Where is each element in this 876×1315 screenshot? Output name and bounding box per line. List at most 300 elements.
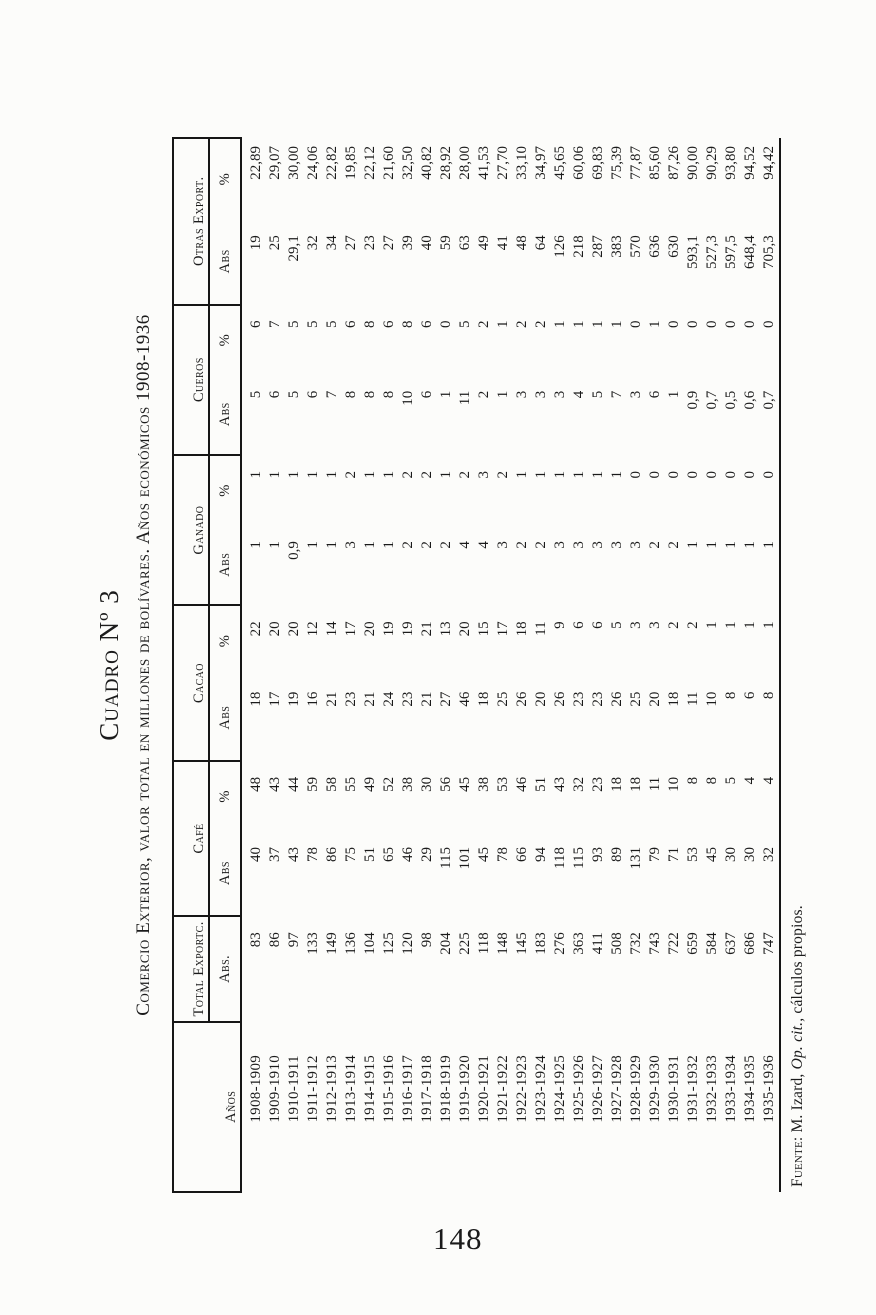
value-cell: 22,12 [362,146,378,180]
value-cell: 20 [362,621,378,637]
value-cell: 218 [571,235,587,258]
value-cell: 18 [628,776,644,792]
value-cell: 16 [305,691,321,707]
subcolumn-header-3-1: % [209,605,241,675]
value-cell: 30 [742,847,758,863]
value-cell: 90,29 [704,146,720,180]
value-cell: 52 [381,776,397,792]
value-cell: 64 [533,235,549,251]
value-cell: 75,39 [609,146,625,180]
page-number: 148 [433,1221,483,1256]
value-cell: 659 [685,932,701,955]
table-row [380,138,399,1192]
value-cell: 9 [552,621,568,629]
value-cell: 1 [742,541,758,549]
subcolumn-header-5-0: Abs [209,375,241,455]
value-cell: 2 [419,541,435,549]
value-cell: 8 [400,320,416,329]
value-cell: 10 [400,390,416,406]
value-cell: 45 [457,776,473,792]
table-row [551,138,570,1192]
table-row [361,138,380,1192]
value-cell: 3 [495,541,511,549]
value-cell: 3 [628,541,644,549]
column-header-0: Años [173,1022,241,1192]
value-cell: 0 [742,320,758,329]
subcolumn-header-6-0: Abs [209,219,241,304]
value-cell: 1 [723,541,739,549]
column-header-3: Cacao [173,605,209,760]
value-cell: 411 [590,932,606,955]
value-cell: 27 [381,235,397,251]
year-cell: 1923-1924 [533,1054,549,1123]
value-cell: 32 [761,847,777,863]
table-caption-number: Cuadro Nº 3 [94,589,124,741]
value-cell: 19 [381,621,397,637]
value-cell: 6 [590,621,606,629]
value-cell: 26 [514,691,530,707]
value-cell: 1 [267,541,283,549]
table-body [241,138,780,1192]
value-cell: 63 [457,235,473,251]
source-work-title: Op. cit., [789,1017,806,1070]
table-row [285,138,304,1192]
value-cell: 10 [704,691,720,707]
value-cell: 3 [628,621,644,629]
value-cell: 53 [495,776,511,792]
value-cell: 133 [305,932,321,955]
value-cell: 90,00 [685,146,701,180]
value-cell: 225 [457,932,473,955]
value-cell: 21 [324,691,340,707]
value-cell: 5 [609,621,625,629]
value-cell: 0 [723,320,739,329]
value-cell: 0 [647,470,663,479]
value-cell: 6 [419,320,435,329]
value-cell: 41,53 [476,146,492,180]
value-cell: 4 [476,541,492,549]
value-cell: 8 [723,691,739,700]
year-cell: 1916-1917 [400,1054,416,1123]
value-cell: 98 [419,932,435,948]
value-cell: 77,87 [628,146,644,180]
value-cell: 120 [400,932,416,955]
year-cell: 1931-1932 [685,1054,701,1123]
value-cell: 0,7 [704,390,720,410]
year-cell: 1924-1925 [552,1054,568,1123]
value-cell: 53 [685,847,701,863]
value-cell: 18 [514,621,530,637]
subcolumn-header-1-0: Abs. [209,916,241,1021]
value-cell: 51 [533,776,549,792]
value-cell: 1 [286,470,302,479]
value-cell: 1 [305,541,321,549]
value-cell: 0 [628,320,644,329]
table-row [665,138,684,1192]
value-cell: 7 [267,320,283,329]
source-author: M. Izard, [789,1069,806,1137]
value-cell: 118 [552,847,568,869]
year-cell: 1912-1913 [324,1054,340,1123]
year-cell: 1932-1933 [704,1054,720,1123]
value-cell: 28,92 [438,146,454,180]
value-cell: 5 [723,776,739,785]
value-cell: 148 [495,932,511,955]
value-cell: 41 [495,235,511,251]
source-label: Fuente: [789,1136,806,1187]
table-row [342,138,361,1192]
value-cell: 3 [533,390,549,399]
value-cell: 101 [457,847,473,870]
value-cell: 3 [514,390,530,399]
value-cell: 637 [723,932,739,955]
value-cell: 18 [248,691,264,707]
table-row [760,138,780,1192]
column-header-4: Ganado [173,455,209,605]
value-cell: 79 [647,847,663,863]
table-row [418,138,437,1192]
value-cell: 20 [533,691,549,707]
value-cell: 22 [248,621,264,637]
value-cell: 2 [438,541,454,549]
value-cell: 5 [286,390,302,399]
value-cell: 2 [533,541,549,549]
subcolumn-header-2-0: Abs [209,831,241,916]
value-cell: 3 [571,541,587,549]
value-cell: 4 [571,390,587,399]
year-cell: 1911-1912 [305,1055,321,1123]
value-cell: 17 [267,691,283,707]
table-row [722,138,741,1192]
value-cell: 23 [400,691,416,707]
value-cell: 1 [381,470,397,479]
value-cell: 19,85 [343,146,359,180]
table-row [646,138,665,1192]
value-cell: 51 [362,847,378,863]
value-cell: 276 [552,932,568,955]
value-cell: 0,5 [723,390,739,410]
value-cell: 648,4 [742,235,758,270]
value-cell: 1 [723,621,739,629]
value-cell: 65 [381,847,397,863]
table-row [608,138,627,1192]
value-cell: 46 [400,847,416,863]
value-cell: 636 [647,235,663,258]
value-cell: 5 [324,320,340,329]
value-cell: 56 [438,776,454,792]
value-cell: 23 [571,691,587,707]
value-cell: 7 [609,390,625,399]
value-cell: 1 [533,470,549,479]
year-cell: 1926-1927 [590,1054,606,1123]
table-row [570,138,589,1192]
value-cell: 8 [685,776,701,785]
table-row [741,138,760,1192]
value-cell: 1 [647,320,663,329]
value-cell: 11 [533,621,549,636]
value-cell: 5 [590,390,606,399]
value-cell: 32 [571,776,587,792]
value-cell: 0 [761,320,777,329]
year-cell: 1934-1935 [742,1054,758,1123]
value-cell: 10 [666,776,682,792]
value-cell: 12 [305,621,321,637]
value-cell: 0 [761,470,777,479]
value-cell: 1 [742,621,758,629]
value-cell: 37 [267,847,283,863]
value-cell: 1 [495,320,511,329]
year-cell: 1930-1931 [666,1054,682,1123]
value-cell: 48 [248,776,264,792]
value-cell: 1 [552,470,568,479]
value-cell: 93 [590,847,606,863]
value-cell: 55 [343,776,359,792]
subcolumn-header-6-1: % [209,138,241,219]
value-cell: 17 [495,621,511,637]
value-cell: 732 [628,932,644,955]
value-cell: 2 [476,390,492,399]
column-header-1: Total Exportc. [173,916,209,1021]
value-cell: 45,65 [552,146,568,180]
value-cell: 89 [609,847,625,863]
table-row [532,138,551,1192]
value-cell: 78 [305,847,321,863]
value-cell: 23 [343,691,359,707]
value-cell: 14 [324,621,340,637]
value-cell: 78 [495,847,511,863]
value-cell: 2 [495,470,511,479]
value-cell: 94,52 [742,146,758,180]
year-cell: 1919-1920 [457,1054,473,1123]
table-row [475,138,494,1192]
subcolumn-header-4-1: % [209,455,241,525]
value-cell: 7 [324,390,340,399]
value-cell: 17 [343,621,359,637]
value-cell: 25 [628,691,644,707]
value-cell: 6 [571,621,587,629]
value-cell: 28,00 [457,146,473,180]
value-cell: 39 [400,235,416,251]
value-cell: 1 [609,320,625,329]
value-cell: 30 [723,847,739,863]
value-cell: 11 [685,691,701,707]
value-cell: 1 [571,470,587,479]
value-cell: 6 [305,390,321,399]
value-cell: 86 [324,847,340,863]
value-cell: 6 [267,390,283,399]
value-cell: 115 [571,847,587,869]
year-cell: 1928-1929 [628,1054,644,1123]
value-cell: 1 [324,541,340,549]
value-cell: 0 [704,470,720,479]
value-cell: 363 [571,932,587,955]
table-row [703,138,722,1192]
value-cell: 3 [609,541,625,549]
value-cell: 0 [628,470,644,479]
year-cell: 1918-1919 [438,1054,454,1123]
value-cell: 19 [286,691,302,707]
value-cell: 8 [761,691,777,700]
value-cell: 2 [514,320,530,329]
value-cell: 2 [666,621,682,629]
year-cell: 1909-1910 [267,1054,283,1123]
subcolumn-header-5-1: % [209,305,241,375]
foreign-trade-table [172,137,781,1193]
value-cell: 1 [552,320,568,329]
value-cell: 630 [666,235,682,258]
value-cell: 44 [286,776,302,792]
table-row [513,138,532,1192]
value-cell: 24 [381,691,397,707]
value-cell: 136 [343,932,359,955]
value-cell: 5 [457,320,473,329]
value-cell: 93,80 [723,146,739,180]
value-cell: 29,1 [286,235,302,262]
value-cell: 2 [400,470,416,479]
value-cell: 5 [248,390,264,399]
value-cell: 3 [647,621,663,629]
value-cell: 38 [400,776,416,792]
value-cell: 58 [324,776,340,792]
value-cell: 747 [761,932,777,955]
value-cell: 2 [647,541,663,549]
value-cell: 6 [647,390,663,399]
year-cell: 1913-1914 [343,1054,359,1123]
year-cell: 1933-1934 [723,1054,739,1123]
value-cell: 1 [381,541,397,549]
value-cell: 1 [590,320,606,329]
table-row [627,138,646,1192]
value-cell: 22,82 [324,146,340,180]
value-cell: 3 [476,470,492,479]
value-cell: 1 [761,621,777,629]
value-cell: 597,5 [723,235,739,270]
value-cell: 6 [419,390,435,399]
value-cell: 1 [267,470,283,479]
value-cell: 4 [742,776,758,785]
value-cell: 18 [476,691,492,707]
year-cell: 1915-1916 [381,1054,397,1123]
value-cell: 1 [609,470,625,479]
value-cell: 66 [514,847,530,863]
value-cell: 20 [457,621,473,637]
value-cell: 45 [476,847,492,863]
value-cell: 0,6 [742,390,758,410]
value-cell: 3 [628,390,644,399]
value-cell: 40 [419,235,435,251]
value-cell: 2 [685,621,701,629]
value-cell: 40 [248,847,264,863]
value-cell: 3 [552,541,568,549]
value-cell: 149 [324,932,340,955]
value-cell: 43 [267,776,283,792]
table-row [684,138,703,1192]
value-cell: 21 [419,621,435,637]
value-cell: 1 [514,470,530,479]
table-caption-title: Comercio Exterior, valor total en millones de bolívares. Años económicos 1908-1936 [133,314,154,1016]
value-cell: 32,50 [400,146,416,180]
value-cell: 69,83 [590,146,606,180]
table-row [589,138,608,1192]
source-note [789,905,807,1187]
value-cell: 11 [457,390,473,406]
value-cell: 8 [362,320,378,329]
value-cell: 1 [666,390,682,399]
source-detail: cálculos propios. [789,905,806,1018]
value-cell: 71 [666,847,682,863]
value-cell: 2 [457,470,473,479]
value-cell: 43 [286,847,302,863]
value-cell: 0 [666,320,682,329]
year-cell: 1910-1911 [286,1055,302,1123]
value-cell: 508 [609,932,625,955]
year-cell: 1921-1922 [495,1054,511,1123]
value-cell: 18 [609,776,625,792]
table-row [241,138,266,1192]
value-cell: 60,06 [571,146,587,180]
value-cell: 1 [704,541,720,549]
value-cell: 38 [476,776,492,792]
value-cell: 0 [438,320,454,329]
table-row [323,138,342,1192]
value-cell: 8 [704,776,720,785]
value-cell: 0,7 [761,390,777,410]
value-cell: 27,70 [495,146,511,180]
value-cell: 1 [495,390,511,399]
value-cell: 75 [343,847,359,863]
value-cell: 115 [438,847,454,869]
table-row [437,138,456,1192]
value-cell: 2 [533,320,549,329]
value-cell: 19 [248,235,264,251]
value-cell: 722 [666,932,682,955]
value-cell: 705,3 [761,235,777,270]
value-cell: 183 [533,932,549,955]
value-cell: 593,1 [685,235,701,270]
value-cell: 287 [590,235,606,258]
value-cell: 94 [533,847,549,863]
value-cell: 686 [742,932,758,955]
value-cell: 4 [761,776,777,785]
value-cell: 0 [742,470,758,479]
value-cell: 5 [286,320,302,329]
value-cell: 0 [723,470,739,479]
value-cell: 49 [476,235,492,251]
value-cell: 125 [381,932,397,955]
value-cell: 3 [552,390,568,399]
value-cell: 1 [590,470,606,479]
value-cell: 19 [400,621,416,637]
value-cell: 0 [685,320,701,329]
value-cell: 25 [267,235,283,251]
value-cell: 4 [457,541,473,549]
value-cell: 23 [362,235,378,251]
header-group-row [173,138,209,1192]
value-cell: 1 [362,541,378,549]
value-cell: 3 [343,541,359,549]
value-cell: 0,9 [685,390,701,410]
value-cell: 46 [457,691,473,707]
year-cell: 1920-1921 [476,1054,492,1123]
value-cell: 23 [590,776,606,792]
value-cell: 43 [552,776,568,792]
subcolumn-header-4-0: Abs [209,525,241,605]
value-cell: 30 [419,776,435,792]
table-row [494,138,513,1192]
value-cell: 32 [305,235,321,251]
value-cell: 59 [438,235,454,251]
value-cell: 83 [248,932,264,948]
